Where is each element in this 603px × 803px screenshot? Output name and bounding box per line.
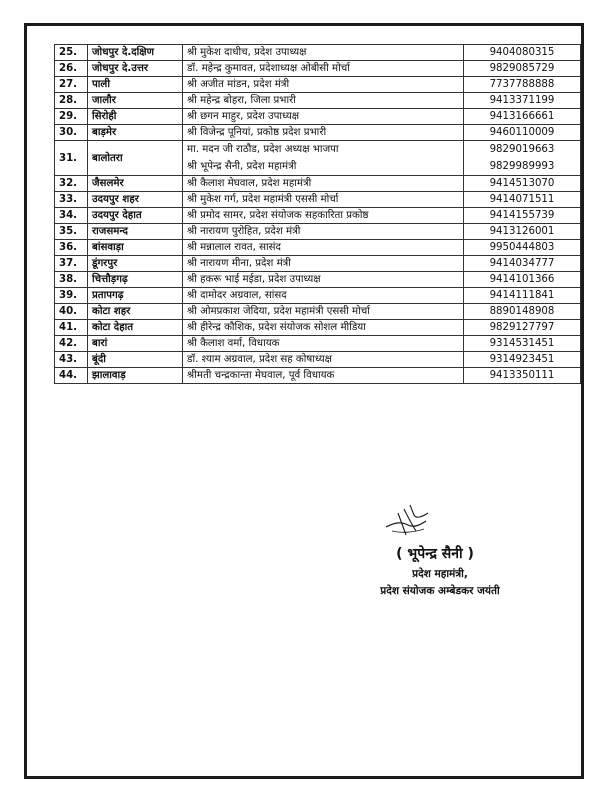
- table-row: [55, 109, 581, 125]
- district-name: बांसवाड़ा: [88, 240, 183, 256]
- table-row: [55, 93, 581, 109]
- row-number: 41.: [55, 320, 88, 336]
- row-number: 32.: [55, 176, 88, 192]
- phone-number: 8890148908: [464, 304, 581, 320]
- district-name: राजसमन्द: [88, 224, 183, 240]
- person-name: डॉ. श्याम अग्रवाल, प्रदेश सह कोषाध्यक्ष: [183, 352, 464, 368]
- row-number: 38.: [55, 272, 88, 288]
- table-row: [55, 272, 581, 288]
- phone-number: 9414071511: [464, 192, 581, 208]
- row-number: 25.: [55, 45, 88, 61]
- person-name: श्री नारायण पुरोहित, प्रदेश मंत्री: [183, 224, 464, 240]
- district-name: पाली: [88, 77, 183, 93]
- person-name: श्री महेन्द्र बोहरा, जिला प्रभारी: [183, 93, 464, 109]
- row-number: 34.: [55, 208, 88, 224]
- signatory-block: [330, 544, 550, 598]
- district-name: जोधपुर दे.दक्षिण: [88, 45, 183, 61]
- person-name: श्री दामोदर अग्रवाल, सांसद: [183, 288, 464, 304]
- table-row: [55, 336, 581, 352]
- table-row: [55, 208, 581, 224]
- row-number: 44.: [55, 368, 88, 384]
- table-row: [55, 368, 581, 384]
- person-name: श्री ओमप्रकाश जेदिया, प्रदेश महामंत्री एससी मोर्चा: [183, 304, 464, 320]
- district-name: जैसलमेर: [88, 176, 183, 192]
- row-number: 33.: [55, 192, 88, 208]
- signatory-subtitle: प्रदेश संयोजक अम्बेडकर जयंती: [380, 585, 500, 597]
- phone-number: 9413166661: [464, 109, 581, 125]
- table-row: [55, 240, 581, 256]
- phone-number: 9829127797: [464, 320, 581, 336]
- phone-number: 9414101366: [464, 272, 581, 288]
- row-number: 31.: [55, 141, 88, 176]
- person-name: श्री छगन माहुर, प्रदेश उपाध्यक्ष: [183, 109, 464, 125]
- row-number: 26.: [55, 61, 88, 77]
- row-number: 40.: [55, 304, 88, 320]
- person-name: श्री प्रमोद सामर, प्रदेश संयोजक सहकारिता प्रकोष्ठ: [183, 208, 464, 224]
- person-name-secondary: श्री भूपेन्द्र सैनी, प्रदेश महामंत्री: [187, 161, 297, 172]
- phone-number: 9404080315: [464, 45, 581, 61]
- person-name: श्री नारायण मीना, प्रदेश मंत्री: [183, 256, 464, 272]
- phone-number: 9413126001: [464, 224, 581, 240]
- district-name: बालोतरा: [88, 141, 183, 176]
- person-name: श्री हीरेन्द्र कौशिक, प्रदेश संयोजक सोशल मीडिया: [183, 320, 464, 336]
- table-row: [55, 141, 581, 176]
- district-name: प्रतापगढ़: [88, 288, 183, 304]
- district-name: डूंगरपुर: [88, 256, 183, 272]
- district-name: कोटा देहात: [88, 320, 183, 336]
- person-name: श्री मुकेश गर्ग, प्रदेश महामंत्री एससी मोर्चा: [183, 192, 464, 208]
- table-row: [55, 320, 581, 336]
- district-name: सिरोही: [88, 109, 183, 125]
- person-name: डॉ. महेन्द्र कुमावत, प्रदेशाध्यक्ष ओबीसी मोर्चा: [183, 61, 464, 77]
- district-name: बूंदी: [88, 352, 183, 368]
- row-number: 30.: [55, 125, 88, 141]
- row-number: 37.: [55, 256, 88, 272]
- phone-number-stack: [464, 141, 581, 176]
- phone-number: 7737788888: [464, 77, 581, 93]
- person-name: श्रीमती चन्द्रकान्ता मेघवाल, पूर्व विधायक: [183, 368, 464, 384]
- person-name: श्री कैलाश मेघवाल, प्रदेश महामंत्री: [183, 176, 464, 192]
- table-row: [55, 125, 581, 141]
- phone-number: 9413350111: [464, 368, 581, 384]
- person-name: श्री हकरू भाई मईडा, प्रदेश उपाध्यक्ष: [183, 272, 464, 288]
- row-number: 42.: [55, 336, 88, 352]
- person-name: श्री मन्नालाल रावत, सासंद: [183, 240, 464, 256]
- person-name-stack: [183, 141, 464, 176]
- table-row: [55, 45, 581, 61]
- district-name: झालावाड़: [88, 368, 183, 384]
- row-number: 35.: [55, 224, 88, 240]
- table-row: [55, 256, 581, 272]
- phone-number: 9314923451: [464, 352, 581, 368]
- phone-number: 9414034777: [464, 256, 581, 272]
- district-name: जोधपुर दे.उत्तर: [88, 61, 183, 77]
- document-page: [24, 23, 584, 779]
- district-name: बाड़मेर: [88, 125, 183, 141]
- row-number: 43.: [55, 352, 88, 368]
- table-row: [55, 288, 581, 304]
- phone-number: 9950444803: [464, 240, 581, 256]
- signatory-title: प्रदेश महामंत्री,: [412, 568, 468, 580]
- person-name: श्री अजीत मांडन, प्रदेश मंत्री: [183, 77, 464, 93]
- district-name: उदयपुर देहात: [88, 208, 183, 224]
- row-number: 39.: [55, 288, 88, 304]
- person-name: श्री मुकेश दाधीच, प्रदेश उपाध्यक्ष: [183, 45, 464, 61]
- table-row: [55, 77, 581, 93]
- table-row: [55, 352, 581, 368]
- table-row: [55, 61, 581, 77]
- row-number: 28.: [55, 93, 88, 109]
- phone-number: 9414111841: [464, 288, 581, 304]
- table-row: [55, 176, 581, 192]
- person-name: श्री विजेन्द्र पूनियां, प्रकोष्ठ प्रदेश प्रभारी: [183, 125, 464, 141]
- district-name: बारां: [88, 336, 183, 352]
- table-row: [55, 224, 581, 240]
- phone-number: 9413371199: [464, 93, 581, 109]
- row-number: 36.: [55, 240, 88, 256]
- row-number: 29.: [55, 109, 88, 125]
- person-name: मा. मदन जी राठौड, प्रदेश अध्यक्ष भाजपा: [187, 144, 339, 155]
- district-name: जालौर: [88, 93, 183, 109]
- phone-number: 9460110009: [464, 125, 581, 141]
- district-name: उदयपुर शहर: [88, 192, 183, 208]
- phone-number: 9314531451: [464, 336, 581, 352]
- phone-number-secondary: 9829989993: [489, 161, 555, 172]
- district-name: चित्तौड़गढ़: [88, 272, 183, 288]
- person-name: श्री कैलाश वर्मा, विधायक: [183, 336, 464, 352]
- row-number: 27.: [55, 77, 88, 93]
- table-row: [55, 304, 581, 320]
- table-row: [55, 192, 581, 208]
- district-contact-table: [54, 44, 581, 384]
- signatory-name: ( भूपेन्द्र सैनी ): [396, 546, 474, 562]
- district-name: कोटा शहर: [88, 304, 183, 320]
- phone-number: 9829019663: [489, 144, 555, 155]
- phone-number: 9829085729: [464, 61, 581, 77]
- phone-number: 9414513070: [464, 176, 581, 192]
- handwritten-signature: [378, 495, 438, 543]
- phone-number: 9414155739: [464, 208, 581, 224]
